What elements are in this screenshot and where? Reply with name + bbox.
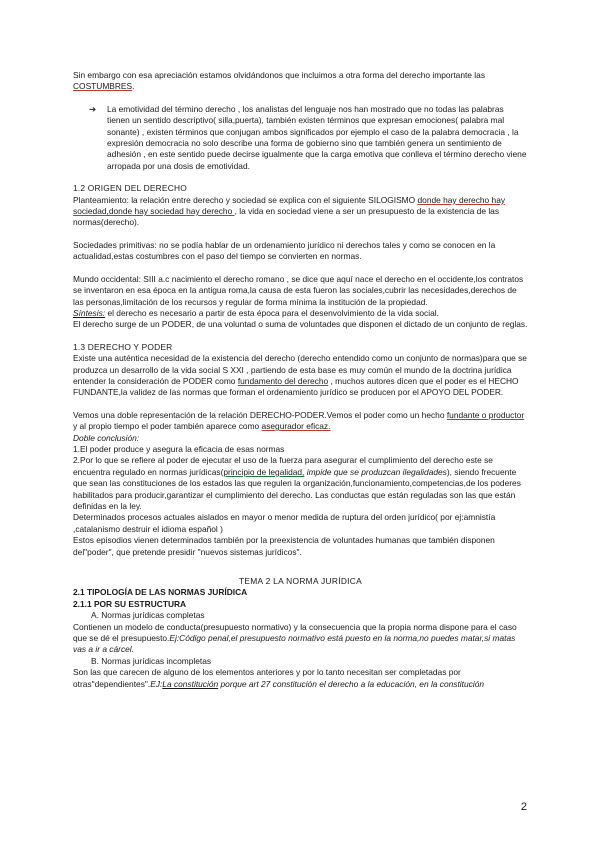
arrow-icon: ➔ [89,103,97,114]
doble-representacion-paragraph: Vemos una doble representación de la relación DERECHO-PODER.Vemos el poder como un hecho fundante o productor y al propio tiempo el poder también aparece como asegurador eficaz. [73,409,525,432]
conclusion-2: 2.Por lo que se refiere al poder de ejecutar el uso de la fuerza para asegurar el cumplimiento del derecho este se encuentra regulado en normas jurídicas(principio de legalidad, impide que se produzcan ilegalidades), siendo frecuente que sean las constituciones de los estados las que regulen la organización,funcionamiento,competencias,de los poderes habilitados para producir,garantizar el cumplimiento del derecho. Las conductas que están reguladas son las que están definidas en la ley. [73,455,521,511]
episodios-paragraph: Estos episodios vienen determinados también por la preexistencia de voluntades humanas que también disponen del"poder", que pretende presidir "nuevos sistemas jurídicos". [73,535,495,557]
sintesis-paragraph: Síntesis: el derecho es necesario a partir de esta época para el desenvolvimiento de la vida social. [73,307,439,318]
heading-tipologia: 2.1 TIPOLOGÍA DE LAS NORMAS JURÍDICA [73,587,248,598]
doble-conclusion-label: Doble conclusión: [73,432,140,443]
principio-legalidad-underlined: principio de legalidad, [223,466,305,477]
conclusion-1: 1.El poder produce y asegura la eficacia de esas normas [73,443,285,454]
sociedades-primitivas-paragraph: Sociedades primitivas: no se podía hablar de un ordenamiento jurídico ni derechos tales y como se conocen en la actualidad,estas costumbres con el paso del tiempo se convierten en normas. [73,239,496,262]
procesos-paragraph: Determinados procesos actuales aislados en mayor o menor medida de ruptura del orden jurídico( por ej:amnistía ,catalanismo destruir el idioma español ) [73,512,496,534]
ejemplo-codigo-penal: Ej:Código penal,el presupuesto normativo está puesto en la norma,no puedes matar,si matas vas a ir a cárcel. [73,633,516,655]
planteamiento-paragraph: Planteamiento: la relación entre derecho y sociedad se explica con el siguiente SILOGISMO donde hay derecho hay sociedad,donde hay sociedad hay derecho , la vida en sociedad viene a ser un presupuesto de la existencia de las normas(derecho). [73,194,506,228]
page-content [73,70,528,690]
heading-estructura: 2.1.1 POR SU ESTRUCTURA [73,598,187,609]
poder-paragraph: El derecho surge de un PODER, de una voluntad o suma de voluntades que disponen el dictado de un conjunto de reglas. [73,319,528,330]
costumbres-term: COSTUMBRES [73,81,133,92]
heading-origen-derecho: 1.2 ORIGEN DEL DERECHO [73,183,187,194]
fundante-underlined: fundante o productor [446,409,525,420]
intro-paragraph: Sin embargo con esa apreciación estamos olvidándonos que incluimos a otra forma del derecho importante las COSTUMBRES. [73,70,486,92]
mundo-occidental-paragraph: Mundo occidental: SIII a.c nacimiento el derecho romano , se dice que aquí nace el derecho en el occidente,los contratos se inventaron en esa época en la antigua roma,la causa de esta fueron las sociales,cubrir las necesidades,derechos de las personas,limitación de los recursos y regular de forma mínima la institución de la propiedad. [73,273,524,307]
sintesis-label: Síntesis: [73,307,106,318]
normas-completas-label: A. Normas jurídicas completas [91,610,205,621]
normas-incompletas-text: Son las que carecen de alguno de los elementos anteriores y por lo tanto necesitan ser completadas por otras"dependientes".EJ:La constitución porque art 27 constitución el derecho a la educación, en la constitución [73,667,485,689]
page-number: 2 [520,801,527,813]
silogismo-underlined: donde hay derecho hay sociedad,donde hay sociedad hay derecho [73,194,506,217]
constitucion-underlined: La constitución [162,678,219,689]
emotividad-bullet [73,104,528,172]
tema-2-title: TEMA 2 LA NORMA JURÍDICA [238,576,363,587]
normas-completas-text: Contienen un modelo de conducta(presupuesto normativo) y la consecuencia que la propia norma dispone para el caso que se dé el presupuesto.Ej:Código penal,el presupuesto normativo está puesto en la norma,no puedes matar,si matas vas a ir a cárcel. [73,621,517,655]
necesidad-paragraph: Existe una auténtica necesidad de la existencia del derecho (derecho entendido como un conjunto de normas)para que se produzca un desarrollo de la vida social S XXI , partiendo de esta base es muy común el mundo de la doctrina jurídica entender la consideración de PODER como fundamento del derecho , muchos autores dicen que el poder es el HECHO FUNDANTE,la validez de las normas que forman el ordenamiento jurídico se producen por el APOYO DEL PODER. [73,353,527,398]
normas-incompletas-label: B. Normas jurídicas incompletas [91,655,212,666]
heading-derecho-poder: 1.3 DERECHO Y PODER [73,341,173,352]
asegurador-underlined: asegurador eficaz. [261,421,331,432]
fundamento-underlined: fundamento del derecho [237,375,329,386]
emotividad-text: La emotividad del término derecho , los analistas del lenguaje nos han mostrado que no todas las palabras tienen un sentido descriptivo( silla,puerta), también existen términos que expresan emociones( palabra mal sonante) , existen términos que conjugan ambos significados por ejemplo el caso de la palabra democracia , la expresión democracia no solo describe una forma de gobierno sino que también genera un sentimiento de adhesión , en este sentido puede decirse igualmente que la carga emotiva que conlleva el término derecho viene arropada por una dosis de emotividad. [107,103,527,171]
